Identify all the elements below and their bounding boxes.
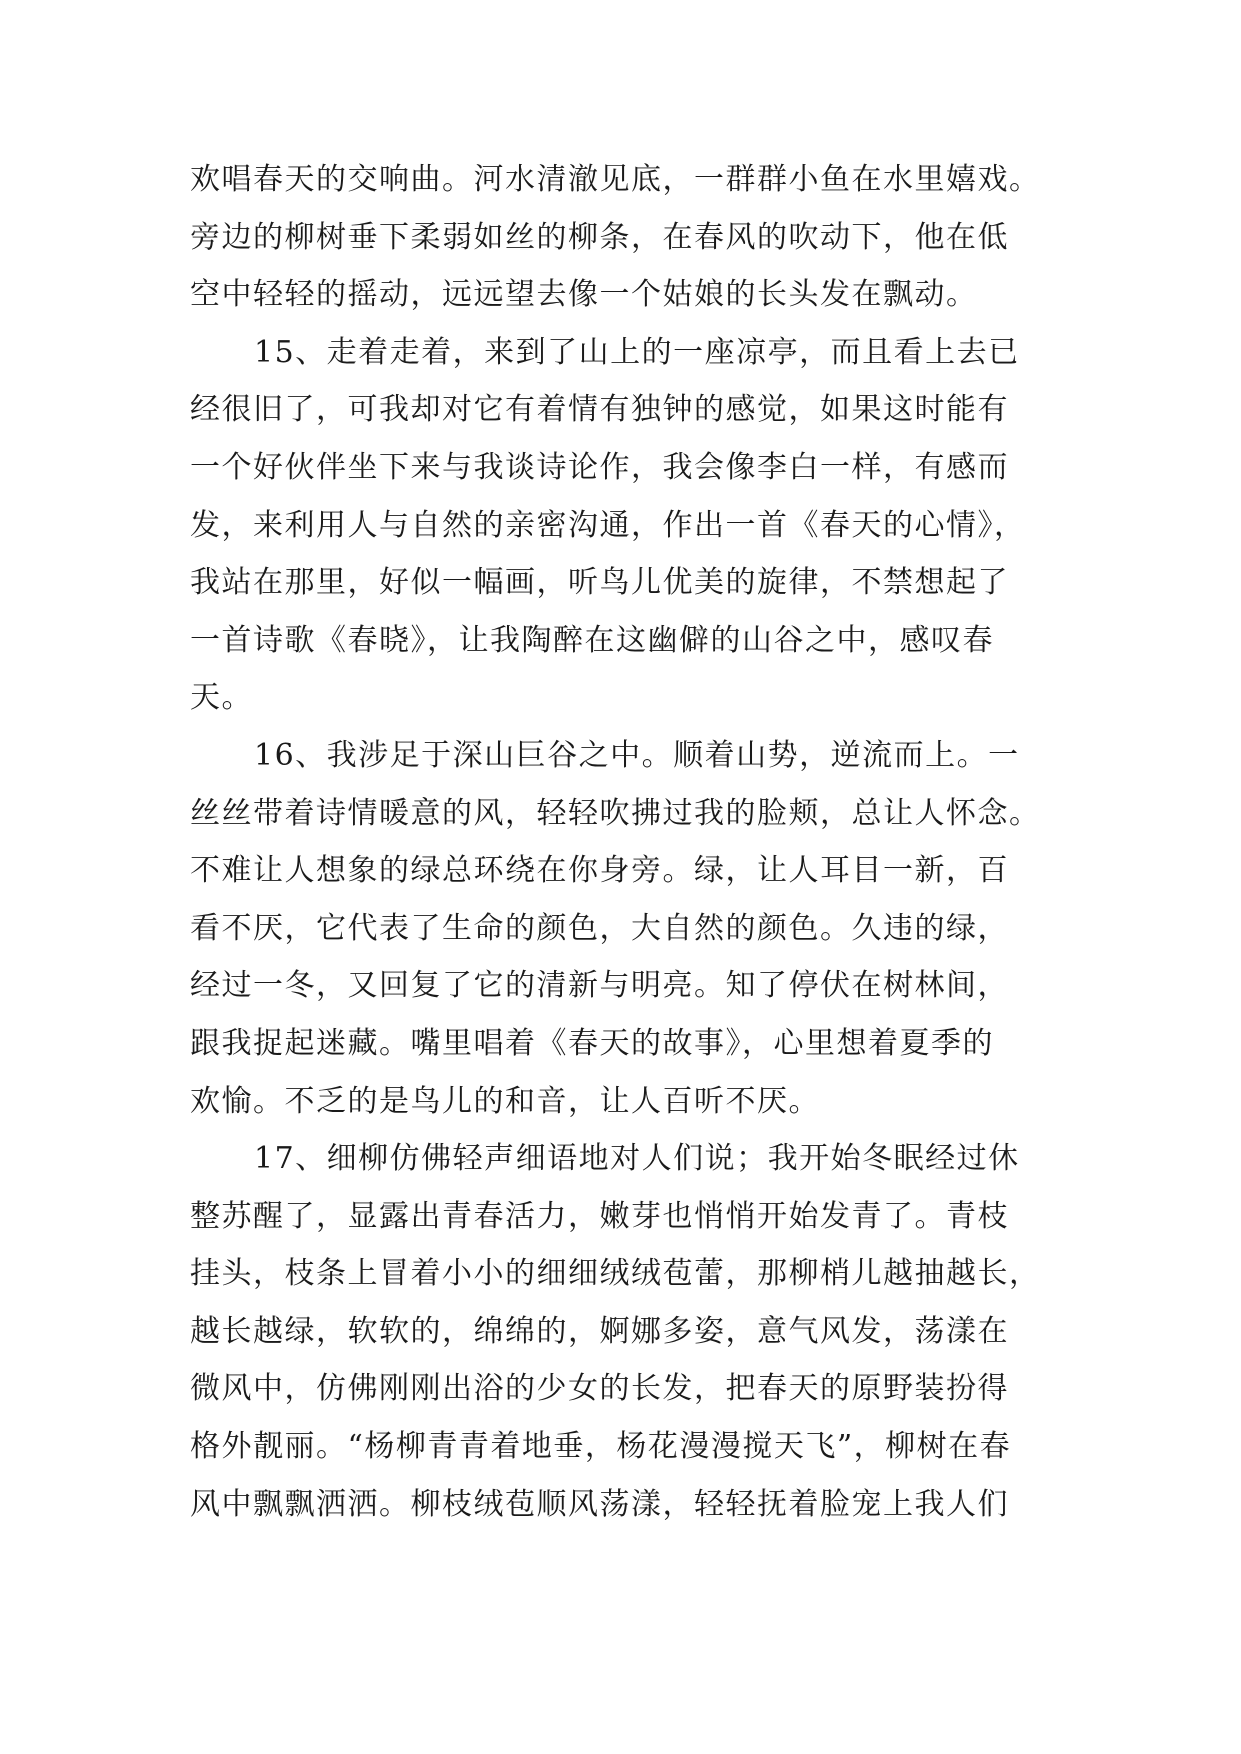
text-line: 旁边的柳树垂下柔弱如丝的柳条，在春风的吹动下，他在低 — [190, 219, 1009, 255]
text-line: 微风中，仿佛刚刚出浴的少女的长发，把春天的原野装扮得 — [190, 1371, 1009, 1407]
text-line: 不难让人想象的绿总环绕在你身旁。绿，让人耳目一新，百 — [190, 853, 1009, 889]
text-line: 一首诗歌《春晓》，让我陶醉在这幽僻的山谷之中，感叹春 — [190, 622, 994, 658]
paragraph-first-line: 17、细柳仿佛轻声细语地对人们说；我开始冬眠经过休 — [254, 1141, 1020, 1177]
body-text — [190, 151, 1055, 1533]
text-line: 整苏醒了，显露出青春活力，嫩芽也悄悄开始发青了。青枝 — [190, 1198, 1009, 1234]
text-line: 风中飘飘洒洒。柳枝绒苞顺风荡漾，轻轻抚着脸宠上我人们 — [190, 1486, 1009, 1522]
text-line: 天。 — [190, 680, 253, 716]
text-line: 欢愉。不乏的是鸟儿的和音，让人百听不厌。 — [190, 1083, 820, 1119]
text-line: 跟我捉起迷藏。嘴里唱着《春天的故事》，心里想着夏季的 — [190, 1025, 994, 1061]
text-line: 越长越绿，软软的，绵绵的，婀娜多姿，意气风发，荡漾在 — [190, 1313, 1009, 1349]
text-line: 欢唱春天的交响曲。河水清澈见底，一群群小鱼在水里嬉戏。 — [190, 162, 1041, 197]
paragraph-first-line: 16、我涉足于深山巨谷之中。顺着山势，逆流而上。一 — [254, 737, 1020, 773]
text-line: 发，来利用人与自然的亲密沟通，作出一首《春天的心情》， — [190, 507, 1026, 543]
text-line: 我站在那里，好似一幅画，听鸟儿优美的旋律，不禁想起了 — [190, 565, 1009, 601]
text-line: 经很旧了，可我却对它有着情有独钟的感觉，如果这时能有 — [190, 392, 1009, 428]
text-line: 经过一冬，又回复了它的清新与明亮。知了停伏在树林间， — [190, 968, 1009, 1004]
text-line: 一个好伙伴坐下来与我谈诗论作，我会像李白一样，有感而 — [190, 449, 1009, 485]
text-line: 挂头，枝条上冒着小小的细细绒绒苞蕾，那柳梢儿越抽越长， — [190, 1256, 1041, 1292]
text-line: 空中轻轻的摇动，远远望去像一个姑娘的长头发在飘动。 — [190, 277, 978, 313]
text-line: 格外靓丽。“杨柳青青着地垂，杨花漫漫搅天飞”，柳树在春 — [190, 1429, 1012, 1465]
paragraph-first-line: 15、走着走着，来到了山上的一座凉亭，而且看上去已 — [254, 334, 1020, 370]
text-line: 看不厌，它代表了生命的颜色，大自然的颜色。久违的绿， — [190, 910, 1009, 946]
text-line: 丝丝带着诗情暖意的风，轻轻吹拂过我的脸颊，总让人怀念。 — [190, 795, 1041, 831]
